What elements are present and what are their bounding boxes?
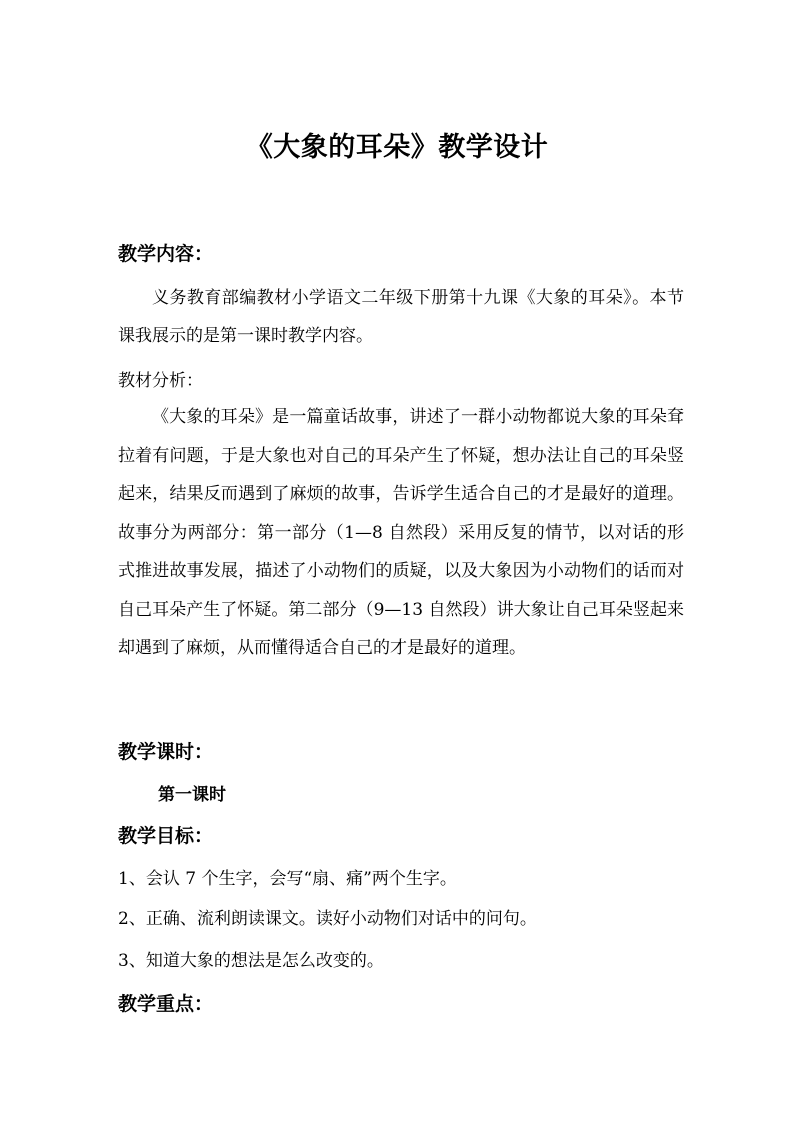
section-period-heading: 教学课时： <box>118 741 214 763</box>
goal-item-3: 3、知道大象的想法是怎么改变的。 <box>118 951 384 971</box>
section-goals-heading: 教学目标： <box>118 825 214 847</box>
section-focus-heading: 教学重点： <box>118 993 214 1015</box>
section-content-heading: 教学内容： <box>118 243 214 265</box>
document-title: 《大象的耳朵》教学设计 <box>245 132 549 163</box>
section-period-value: 第一课时 <box>158 785 226 805</box>
goal-item-1: 1、会认 7 个生字，会写“扇、痛”两个生字。 <box>118 869 457 889</box>
section-content-text: 义务教育部编教材小学语文二年级下册第十九课《大象的耳朵》。本节课我展示的是第一课时教学内容。 <box>118 288 684 346</box>
section-analysis-text: 《大象的耳朵》是一篇童话故事，讲述了一群小动物都说大象的耳朵耷拉着有问题，于是大象也对自己的耳朵产生了怀疑，想办法让自己的耳朵竖起来，结果反而遇到了麻烦的故事，告诉学生适合自己的才是最好的道理。故事分为两部分：第一部分（1—8 自然段）采用反复的情节，以对话的形式推进故事发展，描述了小动物们的质疑，以及大象因为小动物们的话而对自己耳朵产生了怀疑。第二部分（9—13 自然段）讲大象让自己耳朵竖起来却遇到了麻烦，从而懂得适合自己的才是最好的道理。 <box>118 407 684 658</box>
section-analysis-heading: 教材分析： <box>118 371 203 391</box>
goal-item-2: 2、正确、流利朗读课文。读好小动物们对话中的问句。 <box>118 909 537 929</box>
